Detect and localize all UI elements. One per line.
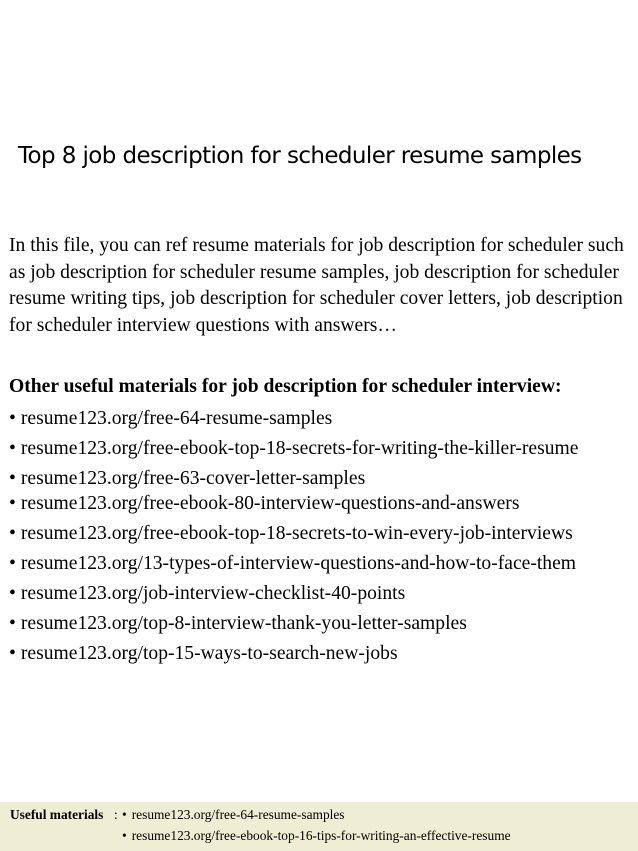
list-item	[9, 611, 578, 641]
bullet-icon: •	[9, 438, 16, 459]
bullet-icon: •	[9, 553, 16, 574]
material-link[interactable]: resume123.org/free-ebook-top-18-secrets-to-win-every-job-interviews	[20, 523, 573, 544]
material-link[interactable]: resume123.org/free-64-resume-samples	[20, 408, 333, 429]
footer-link-list	[122, 807, 511, 849]
footer-bar	[0, 802, 638, 851]
list-item	[9, 641, 578, 671]
list-item	[9, 581, 578, 611]
bullet-icon: •	[122, 807, 127, 822]
list-item	[9, 406, 578, 436]
footer-colon: :	[114, 807, 118, 822]
bullet-icon: •	[122, 828, 127, 843]
material-link[interactable]: resume123.org/job-interview-checklist-40-points	[20, 583, 406, 604]
footer-link[interactable]: resume123.org/free-ebook-top-16-tips-for-writing-an-effective-resume	[131, 828, 511, 843]
list-item	[9, 521, 578, 551]
bullet-icon: •	[9, 408, 16, 429]
list-item	[122, 828, 511, 849]
bullet-icon: •	[9, 613, 16, 634]
bullet-icon: •	[9, 643, 16, 664]
material-link[interactable]: resume123.org/free-ebook-80-interview-questions-and-answers	[20, 493, 520, 514]
page-title: Top 8 job description for scheduler resume samples	[18, 143, 582, 169]
list-item	[122, 807, 511, 828]
intro-paragraph: In this file, you can ref resume materials for job description for scheduler such as job description for scheduler resume samples, job description for scheduler resume writing tips, job description for scheduler cover letters, job description for scheduler interview questions with answers…	[9, 235, 624, 336]
material-link[interactable]: resume123.org/top-15-ways-to-search-new-jobs	[20, 643, 398, 664]
material-link[interactable]: resume123.org/free-63-cover-letter-samples	[20, 468, 366, 489]
footer-link[interactable]: resume123.org/free-64-resume-samples	[131, 807, 345, 822]
bullet-icon: •	[9, 468, 16, 489]
footer-label: Useful materials	[10, 807, 104, 822]
list-item	[9, 551, 578, 581]
list-item	[9, 466, 578, 491]
material-link[interactable]: resume123.org/13-types-of-interview-questions-and-how-to-face-them	[20, 553, 577, 574]
material-link[interactable]: resume123.org/free-ebook-top-18-secrets-for-writing-the-killer-resume	[20, 438, 579, 459]
materials-link-list	[9, 406, 578, 671]
list-item	[9, 491, 578, 521]
list-item	[9, 436, 578, 466]
material-link[interactable]: resume123.org/top-8-interview-thank-you-letter-samples	[20, 613, 467, 634]
bullet-icon: •	[9, 583, 16, 604]
materials-heading: Other useful materials for job description for scheduler interview:	[9, 376, 562, 397]
bullet-icon: •	[9, 523, 16, 544]
bullet-icon: •	[9, 493, 16, 514]
